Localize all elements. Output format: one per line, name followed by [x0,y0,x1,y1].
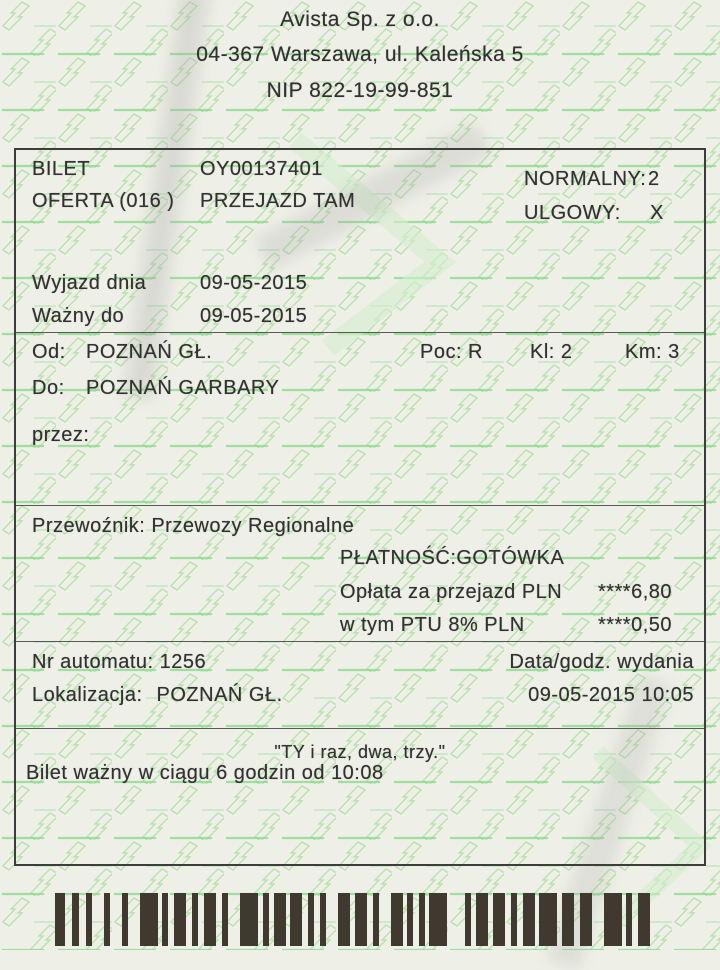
do-value: POZNAŃ GARBARY [86,377,280,399]
oplata-value: ****6,80 [597,581,672,603]
bilet-label: BILET [32,158,91,180]
ptu-value: ****0,50 [597,614,672,636]
barcode-bar [320,893,326,946]
barcode-bar [274,893,286,946]
wazny-date: 09-05-2015 [200,305,308,327]
barcode-bar [511,893,517,946]
barcode-bar [192,893,198,946]
barcode [55,893,650,946]
barcode-bar [493,893,505,946]
km-value: 3 [668,341,680,363]
barcode-bar [476,893,488,946]
km-field [625,341,680,364]
barcode-bar [240,893,258,946]
ulgowy-value: X [650,202,664,224]
poc-field [420,341,483,364]
przewoznik-label: Przewoźnik: [32,515,146,537]
barcode-bar [162,893,168,946]
wazny-label: Ważny do [32,305,125,327]
section-divider [16,505,704,506]
barcode-bar [140,893,158,946]
barcode-bar [373,893,379,946]
company-name: Avista Sp. z o.o. [280,8,440,31]
oplata-row [340,581,672,604]
kl-value: 2 [560,341,573,363]
barcode-bar [626,893,632,946]
barcode-bar [104,893,110,946]
slogan-text: "TY i raz, dwa, trzy." [274,742,446,762]
lokalizacja-value: POZNAŃ GŁ. [156,684,283,706]
barcode-bar [523,893,535,946]
barcode-bar [204,893,216,946]
barcode-bar [86,893,92,946]
barcode-bar [419,893,425,946]
issuer-header [0,0,720,103]
ptu-row [340,614,672,637]
ptu-label: w tym PTU 8% PLN [340,614,525,636]
poc-label: Poc: [420,341,463,363]
barcode-bar [429,893,447,946]
section-divider [16,728,704,729]
oferta-value: PRZEJAZD TAM [200,190,356,212]
section-divider [16,332,704,333]
wyjazd-date: 09-05-2015 [200,272,308,294]
barcode-bar [465,893,471,946]
company-address: 04-367 Warszawa, ul. Kaleńska 5 [196,43,524,67]
nr-automatu-field [32,651,206,674]
barcode-bar [290,893,302,946]
platnosc-line: PŁATNOŚĆ:GOTÓWKA [340,547,565,569]
normalny-label: NORMALNY: [524,168,647,190]
section-divider [16,641,704,642]
barcode-bar [539,893,557,946]
barcode-bar [174,893,186,946]
km-label: Km: [625,341,663,363]
barcode-bar [122,893,128,946]
barcode-bar [355,893,367,946]
barcode-bar [55,893,65,946]
od-value: POZNAŃ GŁ. [86,341,213,363]
nr-automatu-value: 1256 [159,651,207,673]
przewoznik-value: Przewozy Regionalne [151,515,355,537]
przewoznik-field [32,515,354,538]
barcode-bar [222,893,228,946]
do-label: Do: [32,377,65,399]
data-godz-label: Data/godz. wydania [509,651,694,673]
barcode-bar [308,893,314,946]
barcode-bar [391,893,403,946]
bilet-number: OY00137401 [200,158,323,180]
przez-label: przez: [32,424,90,446]
poc-value: R [468,341,483,363]
normalny-value: 2 [648,168,660,190]
ulgowy-label: ULGOWY: [524,202,621,224]
kl-field [530,341,572,364]
ticket-box [14,148,706,866]
kl-label: Kl: [530,341,555,363]
barcode-bar [338,893,350,946]
barcode-bar [263,893,269,946]
barcode-bar [407,893,413,946]
oferta-label: OFERTA (016 ) [32,190,175,212]
od-label: Od: [32,341,66,363]
lokalizacja-field [32,684,283,707]
validity-text: Bilet ważny w ciągu 6 godzin od 10:08 [26,762,384,784]
barcode-bar [604,893,622,946]
company-nip: NIP 822-19-99-851 [266,79,454,103]
barcode-bar [638,893,650,946]
barcode-bar [580,893,592,946]
data-godz-value: 09-05-2015 10:05 [528,684,694,706]
nr-automatu-label: Nr automatu: [32,651,154,673]
barcode-bar [562,893,574,946]
barcode-bar [72,893,79,946]
oplata-label: Opłata za przejazd PLN [340,581,563,603]
lokalizacja-label: Lokalizacja: [32,684,143,706]
wyjazd-label: Wyjazd dnia [32,272,147,294]
